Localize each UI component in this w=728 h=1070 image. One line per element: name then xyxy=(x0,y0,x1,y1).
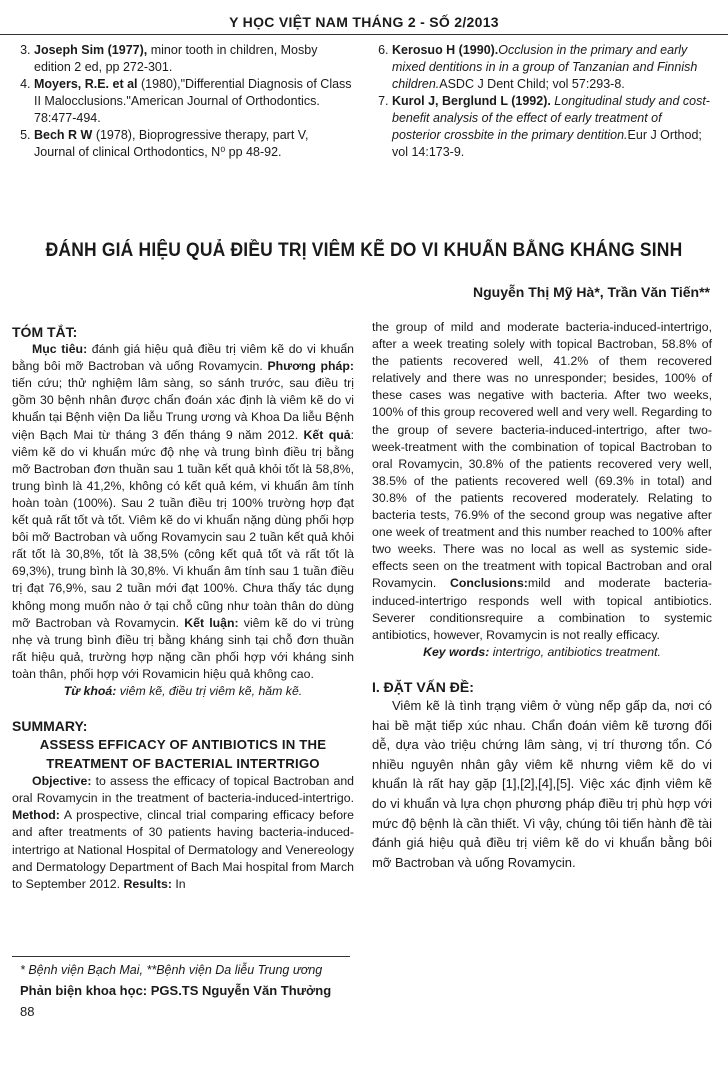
intro-heading: I. ĐẶT VẤN ĐỀ: xyxy=(372,678,474,695)
reference-item: 6. Kerosuo H (1990).Occlusion in the primary and early mixed dentitions in in a group of Tanzanian and Finnish children.ASDC J Dent Child; vol 57:293-8. xyxy=(392,42,710,93)
article-title: ĐÁNH GIÁ HIỆU QUẢ ĐIỀU TRỊ VIÊM KẼ DO VI KHUẨN BẰNG KHÁNG SINH xyxy=(45,240,683,261)
summary-body: Objective: to assess the efficacy of topical Bactroban and oral Rovamycin in the treatment of bacteria-induced-intertrigo. Method: A prospective, clincal trial comparing efficacy before and after treatments of 30 patients having bacteria-induced-intertrigo at National Hospital of Dermatology and Venereology and Dermatology Department of Bach Mai hospital from March to September 2012. Results: In xyxy=(12,774,354,891)
summary-keywords: Key words: intertrigo, antibiotics treatment. xyxy=(423,644,661,659)
references-left xyxy=(12,42,352,161)
article-authors: Nguyễn Thị Mỹ Hà*, Trần Văn Tiến** xyxy=(472,284,710,300)
reference-item: 7. Kurol J, Berglund L (1992). Longitudinal study and cost-benefit analysis of the effect of early treatment of posterior crossbite in the primary dentition.Eur J Orthod; vol 14:173-9. xyxy=(392,93,710,161)
summary-body-continued: the group of mild and moderate bacteria-induced-intertrigo, after a week treating solely with topical Bactroban, 58.8% of the patients recovered well, 41.2% of them recovered relatively and there was no unresponder; besides, 100% of these cases was negative with bacteria. After two weeks, 100% of this group recovered well and very well. Regarding to the group of severe bacteria-induced-intertrigo, after two-week-treatment with the combination of topical Bactroban to oral Rovamycin, 30.8% of the patients recovered very well, 38.5% of the patients recovered well (69.3% in total) and 30.8% of the patients recovered moderately. Relating to bacteria tests, 76.9% of the second group was negative after one week of treatment and this number reached to 100% after two weeks. There was no local as well as systemic side-effects seen on the treatment with topical Bactroban and oral Rovamycin. Conclusions:mild and moderate bacteria-induced-intertrigo responds well with topical antibiotics. Severer conditionsrequire a combination to systemic antibiotics, however, Rovamycin is not really efficacy. xyxy=(372,320,713,642)
left-column xyxy=(12,324,354,893)
reference-item: 5. Bech R W (1978), Bioprogressive therapy, part V, Journal of clinical Orthodontics, N⁰ pp 48-92. xyxy=(34,127,352,161)
reference-item: 3. Joseph Sim (1977), minor tooth in children, Mosby edition 2 ed, pp 272-301. xyxy=(34,42,352,76)
footnote-rule xyxy=(12,956,350,957)
abstract-body: Mục tiêu: đánh giá hiệu quả điều trị viêm kẽ do vi khuẩn bằng bôi mỡ Bactroban và uống Rovamycin. Phương pháp: tiến cứu; thử nghiệm lâm sàng, so sánh trước, sau điều trị gồm 30 bệnh nhân được chẩn đoán xác định là viêm kẽ do vi khuẩn tại Bệnh viện Da liễu Trung ương và Khoa Da liễu Bệnh viện Bạch Mai từ tháng 3 đến tháng 9 năm 2012. Kết quả: viêm kẽ do vi khuẩn mức độ nhẹ và trung bình điều trị bằng mỡ Bactroban đơn thuần sau 1 tuần kết quả khỏi tốt là 58,8%, trung bình là 41,2%, không có kết quả kém, vi khuẩn âm tính hoàn toàn (100%). Sau 2 tuần điều trị 100% trường hợp đạt kết quả rất tốt và tốt. Viêm kẽ do vi khuẩn nặng dùng phối hợp bôi mỡ Bactroban và uống Rovamycin sau 2 tuần kết quả khỏi rất tốt là 30,8%, tốt là 38,5% (công kết quả tốt và rất tốt là 69,3%), trung bình là 30,8%. Vi khuẩn âm tính sau 1 tuần điều trị đạt 76,9%, sau 2 tuần mới đạt 100%. Chưa thấy tác dụng không mong muốn nào ở tại chỗ cũng như toàn thân do dùng mỡ Bactroban và Rovamycin. Kết luận: viêm kẽ do vi trùng nhẹ và trung bình điều trị bằng kháng sinh tại chỗ đơn thuần rất hiệu quả, trường hợp nặng cần phối hợp với kháng sinh toàn thân, phối hợp với Rovamicin hiệu quả không cao. xyxy=(12,342,354,681)
right-column xyxy=(372,319,712,872)
page-number: 88 xyxy=(20,1004,35,1019)
intro-body: Viêm kẽ là tình trạng viêm ở vùng nếp gấp da, nơi có hai bề mặt tiếp xúc nhau. Chẩn đoán viêm kẽ tương đối dễ, dựa vào triệu chứng lâm sàng, vị trí thương tổn. Có nhiều nguyên nhân gây viêm kẽ nhưng viêm kẽ do vi khuẩn là rất hay gặp [1],[2],[4],[5]. Việc xác định viêm kẽ do vi khuẩn và lựa chọn phương pháp điều trị phù hợp với mức độ bệnh là cần thiết. Vì vậy, chúng tôi tiến hành đề tài đánh giá hiệu quả điều trị viêm kẽ do vi khuẩn bằng bôi mỡ Bactroban và uống Rovamycin. xyxy=(372,697,712,870)
reference-item: 4. Moyers, R.E. et al (1980),"Differential Diagnosis of Class II Malocclusions."American Journal of Orthodontics. 78:477-494. xyxy=(34,76,352,127)
abstract-keywords: Từ khoá: viêm kẽ, điều trị viêm kẽ, hăm kẽ. xyxy=(63,683,303,698)
summary-title: ASSESS EFFICACY OF ANTIBIOTICS IN THE TREATMENT OF BACTERIAL INTERTRIGO xyxy=(39,737,327,772)
affiliation-footnote: * Bệnh viện Bạch Mai, **Bệnh viện Da liễu Trung ương xyxy=(20,963,323,977)
journal-header: Y HỌC VIỆT NAM THÁNG 2 - SỐ 2/2013 xyxy=(229,14,499,30)
abstract-heading: TÓM TẮT: xyxy=(12,324,78,340)
summary-heading: SUMMARY: xyxy=(12,718,88,735)
reviewer-note: Phản biện khoa học: PGS.TS Nguyễn Văn Thưởng xyxy=(20,983,332,998)
header-rule xyxy=(0,34,728,35)
references-right xyxy=(370,42,710,161)
